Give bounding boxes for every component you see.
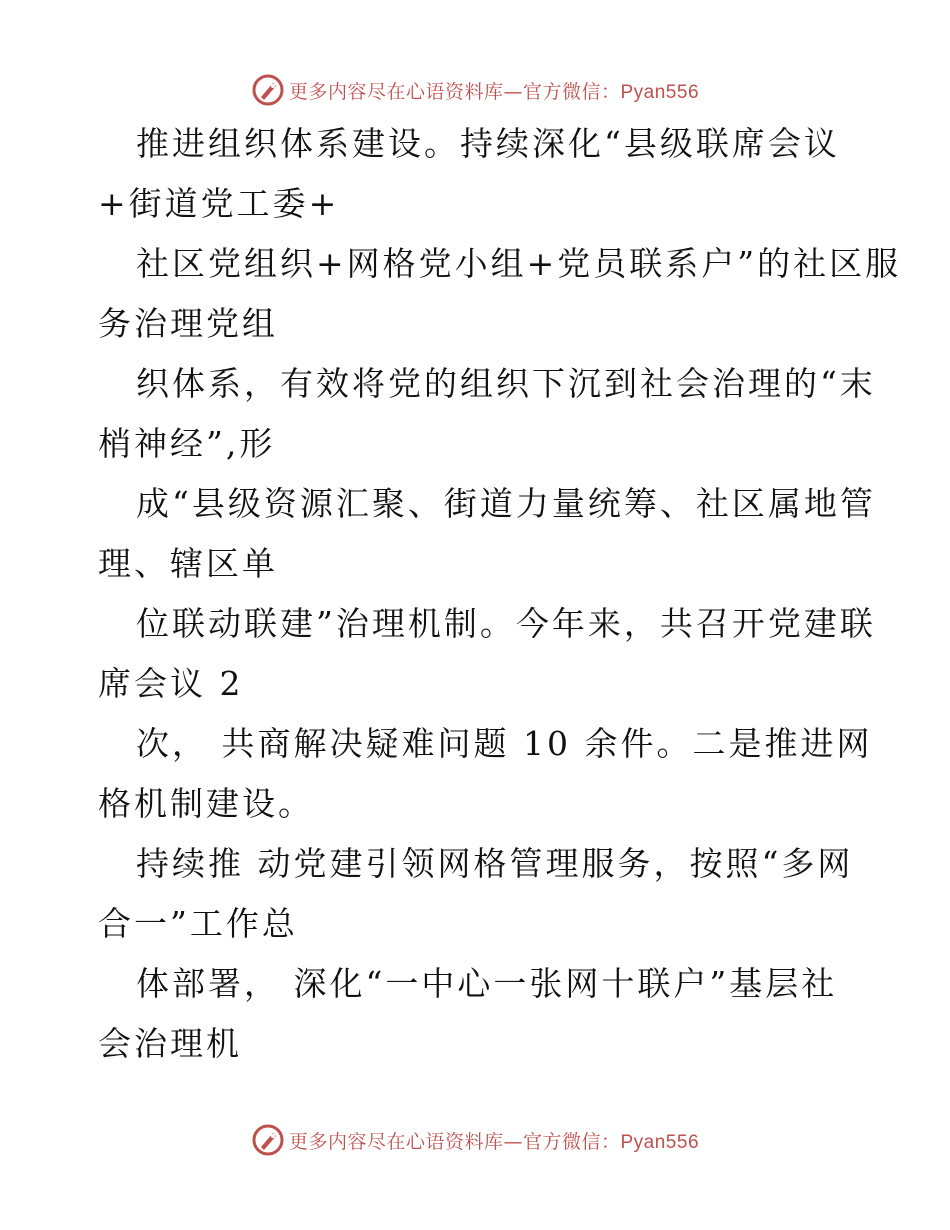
paragraph-line: 次， 共商解决疑难问题 10 余件。二是推进网 <box>136 724 873 763</box>
watermark-label: 官方微信： <box>522 80 621 103</box>
paragraph-line: 社区党组织+网格党小组+党员联系户”的社区服 <box>136 244 902 283</box>
paragraph-line: 体部署， 深化“一中心一张网十联户”基层社 <box>136 964 838 1003</box>
pen-nib-logo-icon <box>251 1123 285 1157</box>
header-watermark <box>0 70 950 110</box>
paragraph-line: 织体系，有效将党的组织下沉到社会治理的“末 <box>136 364 876 403</box>
watermark-id: Pyan556 <box>620 81 700 103</box>
paragraph-line: 位联动联建”治理机制。今年来，共召开党建联 <box>136 604 876 643</box>
watermark-dash: — <box>503 80 523 103</box>
paragraph-line: 梢神经”,形 <box>98 424 276 463</box>
paragraph-line: 成“县级资源汇聚、街道力量统筹、社区属地管 <box>136 484 876 523</box>
paragraph-line: 推进组织体系建设。持续深化“县级联席会议 <box>136 124 840 163</box>
watermark-text: 更多内容尽在心语资料库 <box>288 1130 504 1153</box>
paragraph-line: 会治理机 <box>98 1024 242 1063</box>
paragraph-line: 持续推 动党建引领网格管理服务，按照“多网 <box>136 844 854 883</box>
paragraph-line: 席会议 2 <box>98 664 244 703</box>
watermark-label: 官方微信： <box>522 1130 621 1153</box>
paragraph-line: +街道党工委+ <box>98 184 340 223</box>
paragraph-line: 理、辖区单 <box>98 544 278 583</box>
pen-nib-logo-icon <box>251 73 285 107</box>
paragraph-line: 合一”工作总 <box>98 904 298 943</box>
paragraph-line: 务治理党组 <box>98 304 278 343</box>
footer-watermark <box>0 1120 950 1160</box>
watermark-text: 更多内容尽在心语资料库 <box>288 80 504 103</box>
watermark-id: Pyan556 <box>620 1131 700 1153</box>
watermark-dash: — <box>503 1130 523 1153</box>
paragraph-line: 格机制建设。 <box>98 784 314 823</box>
